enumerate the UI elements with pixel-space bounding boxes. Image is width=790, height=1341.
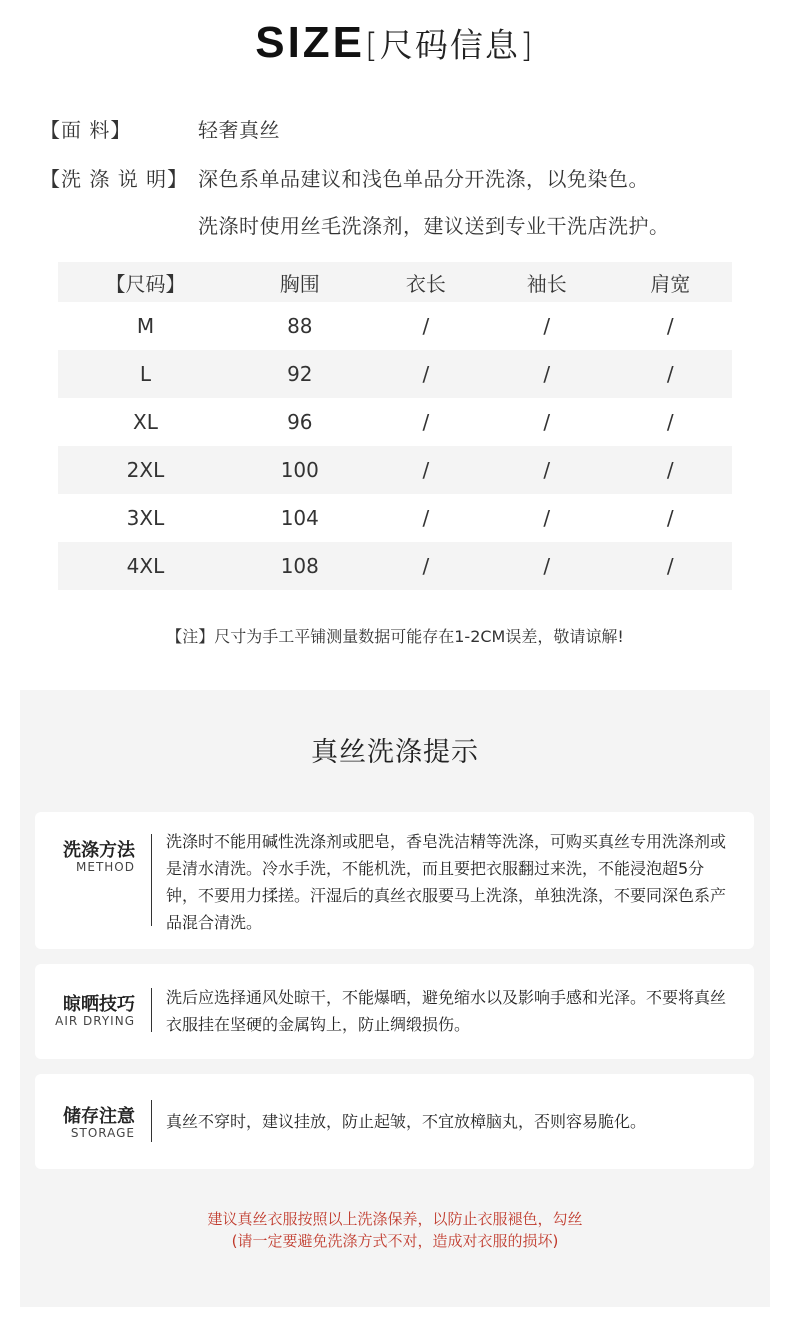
- header-length: 衣长: [405, 271, 446, 296]
- cell-shoulder: /: [666, 362, 674, 386]
- cell-length: /: [422, 314, 430, 338]
- cell-shoulder: /: [666, 506, 674, 530]
- header-shoulder: 肩宽: [650, 271, 691, 296]
- storage-text: 真丝不穿时，建议挂放，防止起皱，不宜放樟脑丸，否则容易脆化。: [166, 1112, 647, 1131]
- cell-length: /: [422, 554, 430, 578]
- table-row: [58, 446, 732, 494]
- cell-shoulder: /: [666, 458, 674, 482]
- page-header: [0, 18, 790, 78]
- storage-divider: [151, 1100, 152, 1142]
- drying-title: 晾晒技巧: [63, 994, 135, 1015]
- size-title-zh: [尺码信息]: [365, 25, 535, 65]
- size-title: SIZE: [255, 18, 366, 67]
- cell-sleeve: /: [543, 362, 551, 386]
- cell-length: /: [422, 362, 430, 386]
- cell-length: /: [422, 410, 430, 434]
- method-divider: [151, 834, 152, 926]
- wash-instruction-1: 深色系单品建议和浅色单品分开洗涤，以免染色。: [198, 167, 649, 191]
- method-text: 洗涤时不能用碱性洗涤剂或肥皂，香皂洗洁精等洗涤，可购买真丝专用洗涤剂或是清水清洗。冷水手洗，不能机洗，而且要把衣服翻过来洗，不能浸泡超5分钟，不要用力揉搓。汗湿后的真丝衣服要马上洗涤，单独洗涤，不要同深色系产品混合清洗。: [166, 832, 727, 932]
- care-tip-1: 建议真丝衣服按照以上洗涤保养，以防止衣服褪色，勾丝: [207, 1210, 583, 1228]
- cell-sleeve: /: [543, 554, 551, 578]
- storage-subtitle: STORAGE: [70, 1126, 135, 1140]
- drying-divider: [151, 988, 152, 1032]
- cell-chest: 108: [280, 554, 319, 578]
- method-title: 洗涤方法: [63, 840, 135, 861]
- header-size: 【尺码】: [105, 271, 186, 296]
- cell-size: 2XL: [126, 458, 165, 482]
- care-title: 真丝洗涤提示: [311, 737, 479, 768]
- table-row: [58, 494, 732, 542]
- drying-subtitle: AIR DRYING: [55, 1014, 135, 1028]
- cell-size: XL: [133, 410, 158, 434]
- header-sleeve: 袖长: [526, 271, 567, 296]
- table-header-row: [58, 262, 732, 302]
- cell-size: 4XL: [126, 554, 165, 578]
- table-row: [58, 350, 732, 398]
- care-tip-2: (请一定要避免洗涤方式不对，造成对衣服的损坏): [231, 1232, 559, 1250]
- storage-title: 储存注意: [63, 1106, 135, 1127]
- cell-sleeve: /: [543, 506, 551, 530]
- cell-chest: 92: [287, 362, 313, 386]
- measurement-note: 【注】尺寸为手工平铺测量数据可能存在1-2CM误差，敬请谅解!: [166, 627, 624, 646]
- cell-chest: 100: [280, 458, 319, 482]
- cell-sleeve: /: [543, 458, 551, 482]
- card-method: [35, 812, 754, 949]
- cell-size: 3XL: [126, 506, 165, 530]
- table-row: [58, 302, 732, 350]
- fabric-label: 【面 料】: [40, 118, 132, 142]
- header-chest: 胸围: [279, 271, 320, 296]
- cell-length: /: [422, 458, 430, 482]
- cell-chest: 104: [280, 506, 319, 530]
- cell-chest: 88: [287, 314, 313, 338]
- cell-shoulder: /: [666, 314, 674, 338]
- wash-instruction-2: 洗涤时使用丝毛洗涤剂，建议送到专业干洗店洗护。: [198, 214, 670, 238]
- card-storage: [35, 1074, 754, 1169]
- card-drying: [35, 964, 754, 1059]
- cell-sleeve: /: [543, 314, 551, 338]
- cell-size: L: [139, 362, 152, 386]
- cell-chest: 96: [287, 410, 313, 434]
- cell-sleeve: /: [543, 410, 551, 434]
- table-row: [58, 398, 732, 446]
- cell-shoulder: /: [666, 554, 674, 578]
- drying-text: 洗后应选择通风处晾干，不能爆晒，避免缩水以及影响手感和光泽。不要将真丝衣服挂在坚硬的金属钩上，防止绸缎损伤。: [166, 988, 727, 1034]
- fabric-value: 轻奢真丝: [198, 118, 280, 142]
- cell-shoulder: /: [666, 410, 674, 434]
- table-row: [58, 542, 732, 590]
- method-subtitle: METHOD: [76, 860, 135, 874]
- cell-size: M: [136, 314, 155, 338]
- wash-label: 【洗 涤 说 明】: [40, 167, 189, 191]
- size-table: [58, 262, 732, 590]
- cell-length: /: [422, 506, 430, 530]
